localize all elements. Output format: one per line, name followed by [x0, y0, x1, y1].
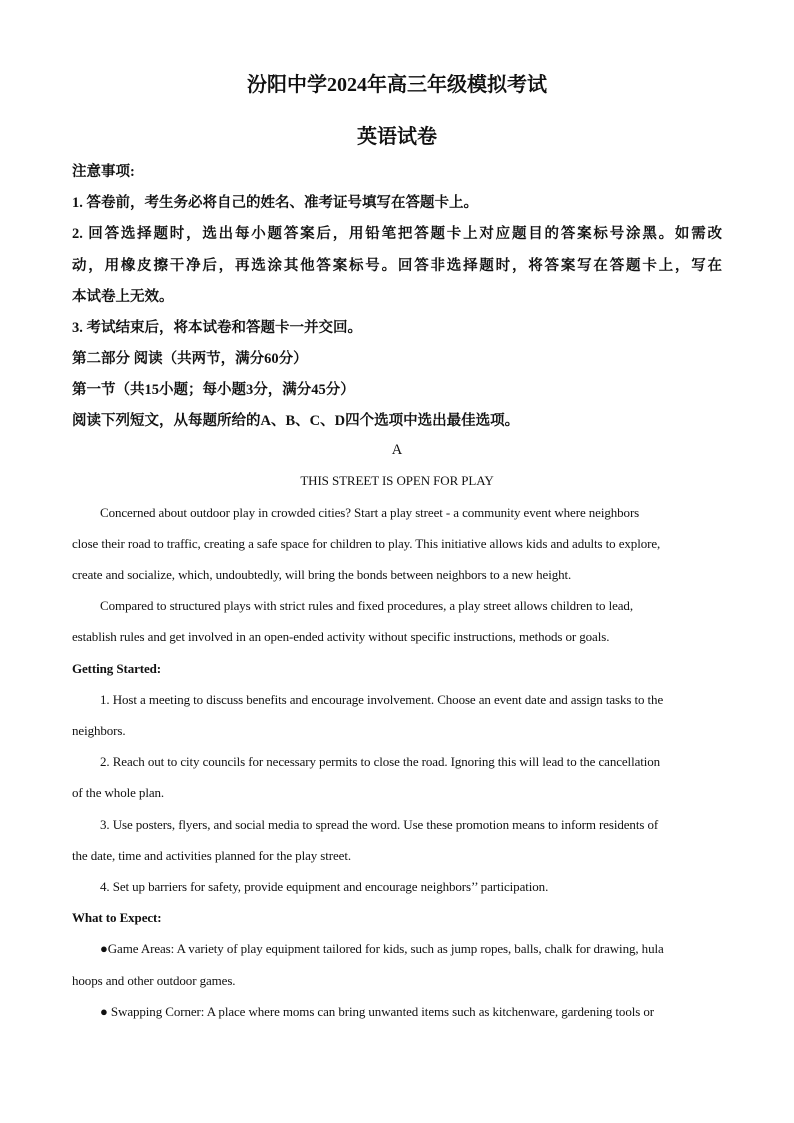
expect-item-1-line-1: ●Game Areas: A variety of play equipment tailored for kids, such as jump ropes, balls, chalk for drawing, hula	[100, 941, 664, 956]
reading-direction: 阅读下列短文，从每题所给的A、B、C、D四个选项中选出最佳选项。	[72, 413, 520, 429]
paragraph-2-line-1: Compared to structured plays with strict rules and fixed procedures, a play street allows children to lead,	[100, 598, 633, 613]
step-3-line-1: 3. Use posters, flyers, and social media to spread the word. Use these promotion means to inform residents of	[100, 817, 659, 832]
exam-title: 汾阳中学2024年高三年级模拟考试	[247, 74, 547, 96]
step-3-line-2: the date, time and activities planned for the play street.	[72, 848, 352, 863]
step-1-line-2: neighbors.	[72, 723, 126, 738]
expect-item-2-line-1: ● Swapping Corner: A place where moms can bring unwanted items such as kitchenware, gardening tools or	[100, 1004, 654, 1019]
notice-item-1: 1. 答卷前，考生务必将自己的姓名、准考证号填写在答题卡上。	[72, 195, 478, 211]
step-2-line-1: 2. Reach out to city councils for necessary permits to close the road. Ignoring this will lead to the cancellation	[100, 754, 661, 769]
notice-item-2-line-2: 动，用橡皮擦干净后，再选涂其他答案标号。回答非选择题时，将答案写在答题卡上，写在	[72, 258, 722, 274]
expect-item-1-line-2: hoops and other outdoor games.	[72, 973, 236, 988]
step-2-line-2: of the whole plan.	[72, 785, 165, 800]
passage-label: A	[391, 442, 403, 458]
paragraph-1-line-1: Concerned about outdoor play in crowded cities? Start a play street - a community event where neighbors	[100, 505, 640, 520]
notice-item-2-line-1: 2. 回答选择题时，选出每小题答案后，用铅笔把答题卡上对应题目的答案标号涂黑。如需改	[72, 226, 722, 242]
what-to-expect-heading: What to Expect:	[72, 910, 162, 925]
part-heading: 第二部分 阅读（共两节，满分60分）	[72, 351, 308, 367]
step-1-line-1: 1. Host a meeting to discuss benefits and encourage involvement. Choose an event date and assign tasks to the	[100, 692, 664, 707]
step-4-line-1: 4. Set up barriers for safety, provide equipment and encourage neighbors’’ participation.	[100, 879, 549, 894]
exam-subtitle: 英语试卷	[357, 126, 437, 148]
passage-title: THIS STREET IS OPEN FOR PLAY	[300, 473, 494, 488]
paragraph-2-line-2: establish rules and get involved in an open-ended activity without specific instructions, methods or goals.	[72, 629, 610, 644]
getting-started-heading: Getting Started:	[72, 661, 162, 676]
paragraph-1-line-2: close their road to traffic, creating a safe space for children to play. This initiative allows kids and adults to explore,	[72, 536, 661, 551]
subsection-heading: 第一节（共15小题；每小题3分，满分45分）	[72, 382, 355, 398]
notice-heading: 注意事项:	[72, 164, 135, 180]
notice-item-2-line-3: 本试卷上无效。	[72, 289, 174, 305]
notice-item-3: 3. 考试结束后，将本试卷和答题卡一并交回。	[72, 320, 362, 336]
paragraph-1-line-3: create and socialize, which, undoubtedly, will bring the bonds between neighbors to a new height.	[72, 567, 572, 582]
